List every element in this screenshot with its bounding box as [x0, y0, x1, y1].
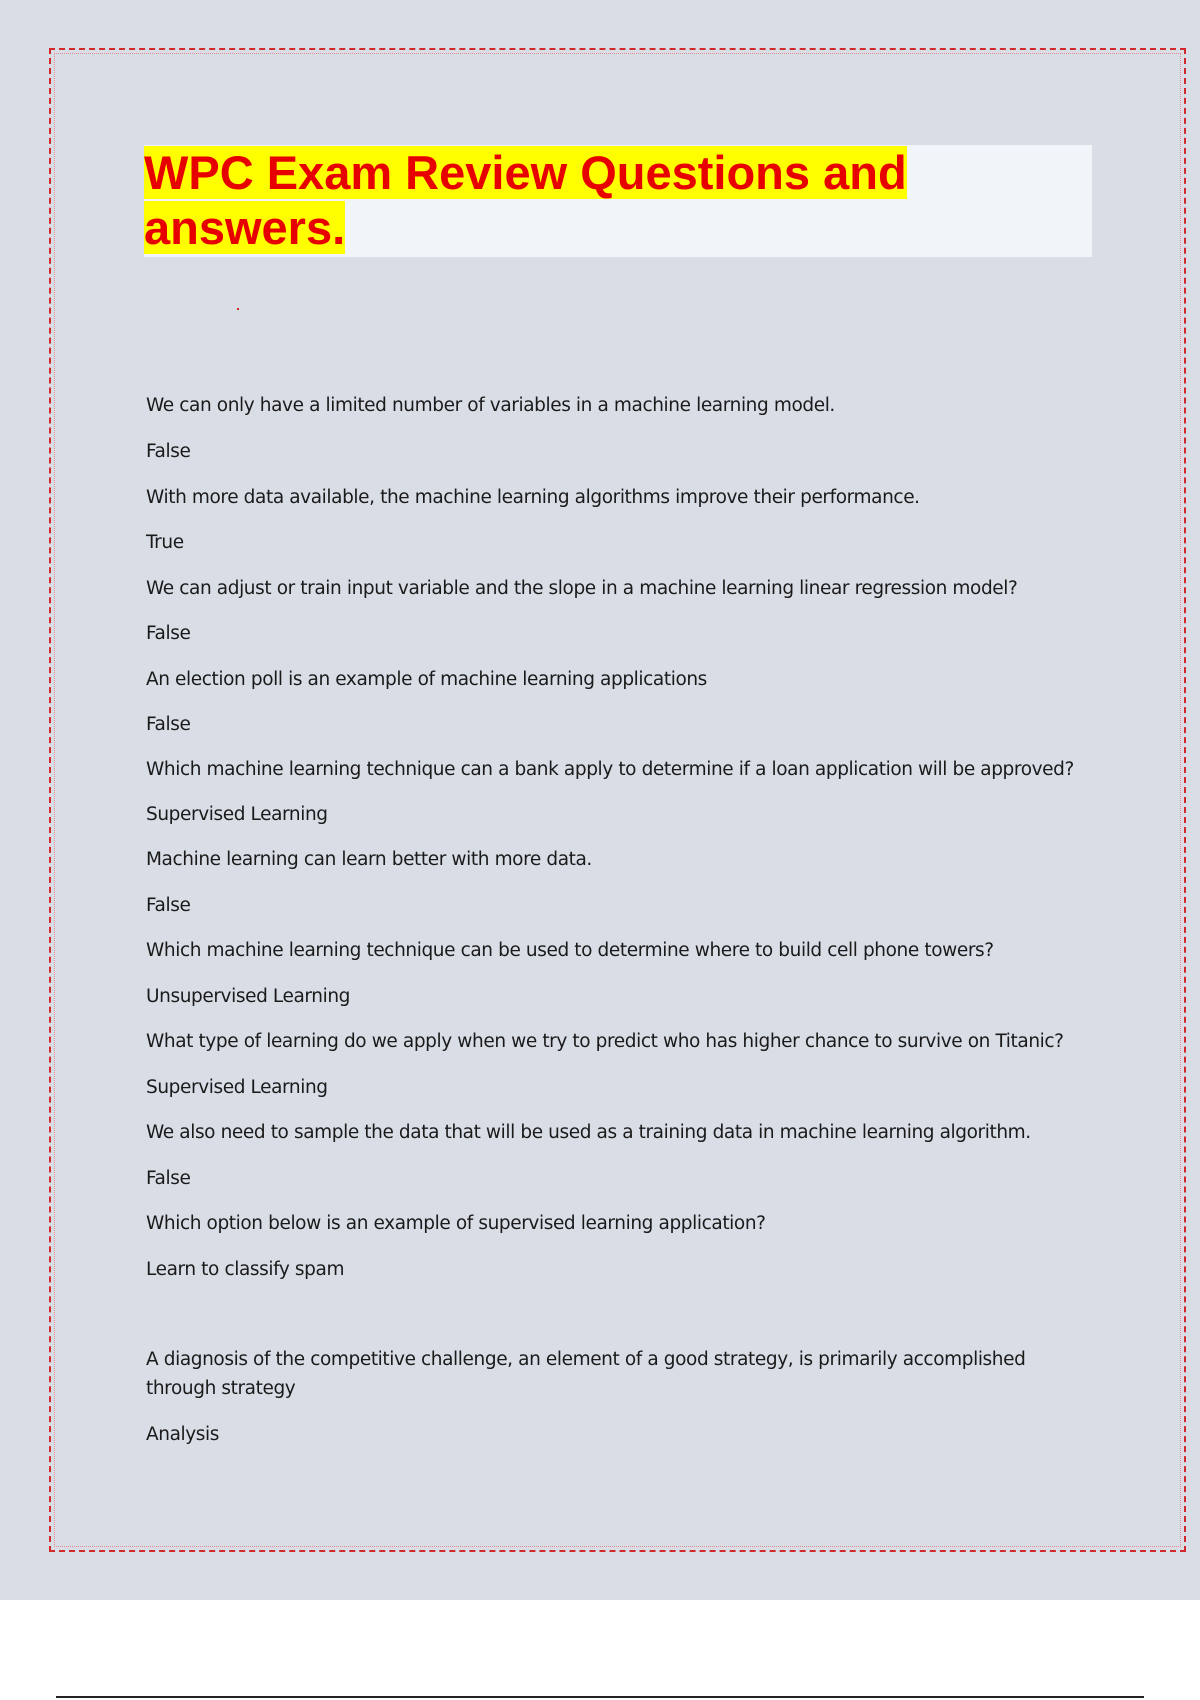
answer-text: Supervised Learning [146, 804, 328, 825]
question-text: Which machine learning technique can a bank apply to determine if a loan application will be approved? [146, 759, 1074, 780]
question-text: Which option below is an example of supervised learning application? [146, 1213, 766, 1234]
question-text: Machine learning can learn better with more data. [146, 849, 592, 870]
answer-text: False [146, 623, 191, 644]
question-text: We can only have a limited number of variables in a machine learning model. [146, 395, 835, 416]
answer-text: True [146, 532, 184, 553]
answer-text: Analysis [146, 1424, 220, 1445]
document-title: WPC Exam Review Questions and answers. [144, 146, 907, 254]
question-text: Which machine learning technique can be used to determine where to build cell phone towers? [146, 940, 994, 961]
answer-text: Learn to classify spam [146, 1259, 345, 1280]
answer-text: False [146, 714, 191, 735]
answer-text: Supervised Learning [146, 1077, 328, 1098]
stray-dot [237, 308, 239, 310]
answer-text: False [146, 895, 191, 916]
answer-text: False [146, 441, 191, 462]
footer-rule [56, 1696, 1144, 1698]
answer-text: Unsupervised Learning [146, 986, 351, 1007]
question-text: A diagnosis of the competitive challenge, an element of a good strategy, is primarily accomplished through strategy [146, 1349, 1026, 1399]
answer-text: False [146, 1168, 191, 1189]
question-text: An election poll is an example of machine learning applications [146, 669, 707, 690]
question-text: What type of learning do we apply when we try to predict who has higher chance to survive on Titanic? [146, 1031, 1064, 1052]
title-block [144, 145, 1092, 257]
question-text: We can adjust or train input variable and the slope in a machine learning linear regression model? [146, 578, 1018, 599]
question-text: We also need to sample the data that will be used as a training data in machine learning algorithm. [146, 1122, 1031, 1143]
question-text: With more data available, the machine learning algorithms improve their performance. [146, 487, 920, 508]
